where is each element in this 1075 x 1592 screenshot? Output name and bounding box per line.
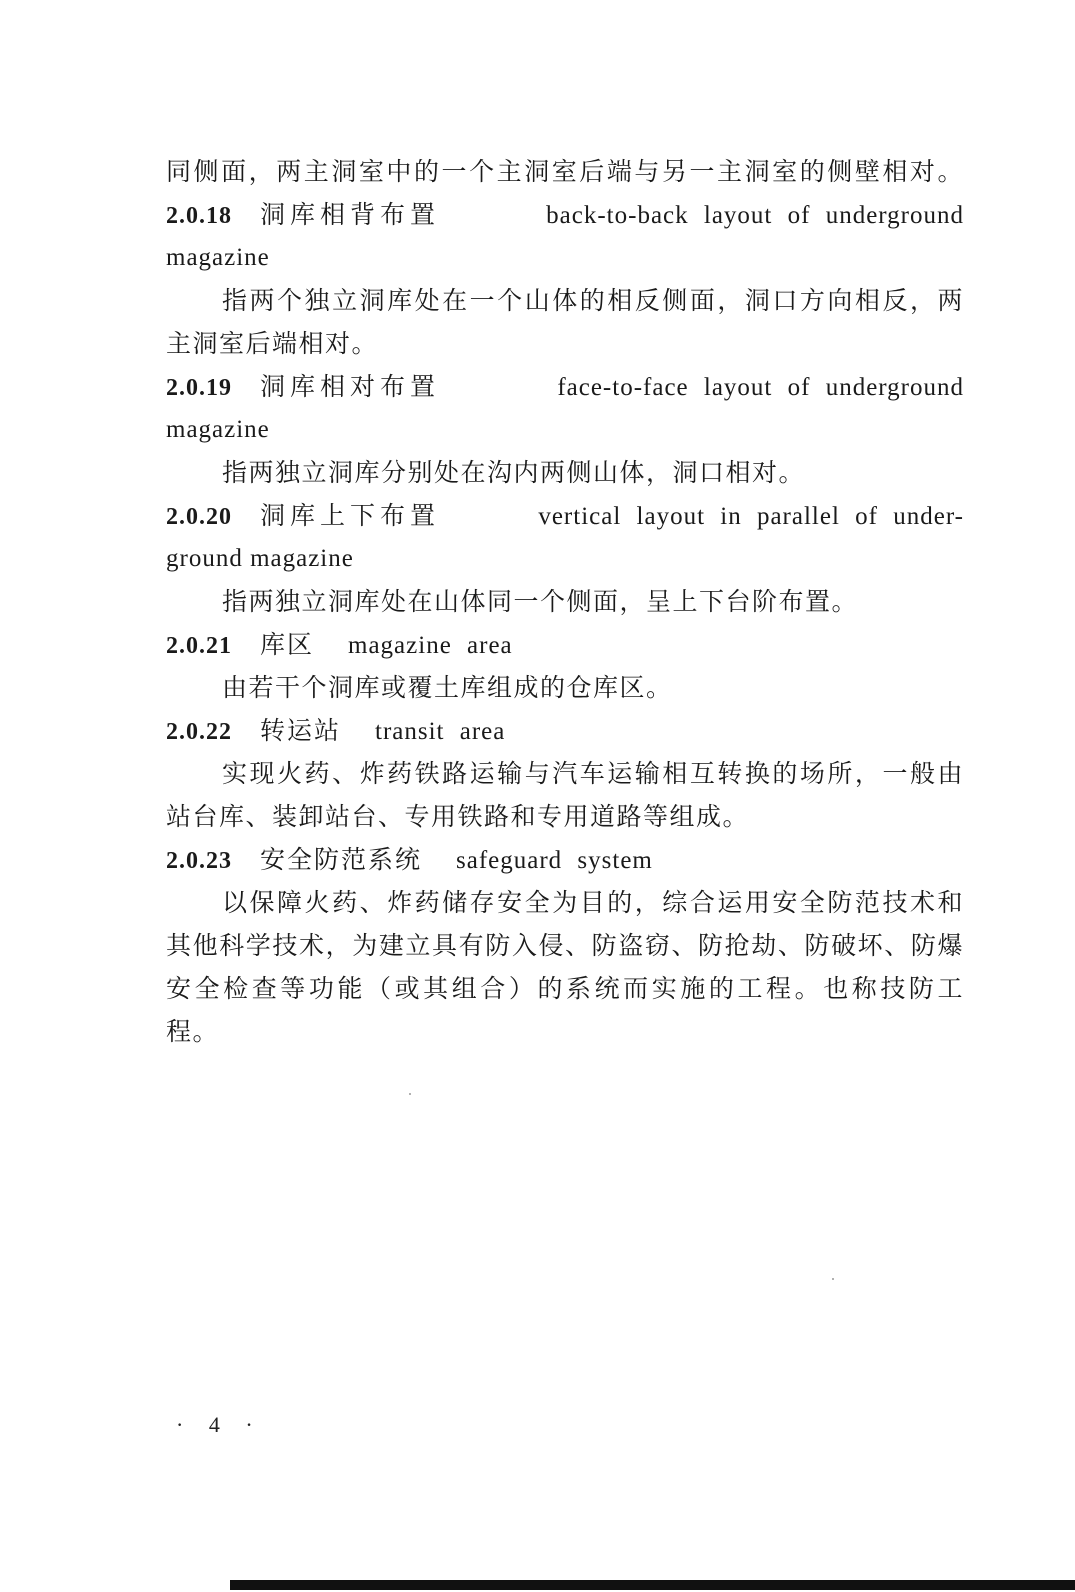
term-chinese: 库区 <box>260 630 315 659</box>
term-heading <box>166 838 964 881</box>
term-heading <box>166 623 964 666</box>
term-chinese: 转运站 <box>260 716 342 745</box>
scan-speck <box>409 1093 411 1095</box>
term-english: vertical layout in parallel of under- <box>538 503 964 530</box>
page-number: · 4 · <box>176 1412 263 1437</box>
definition-text-line: 同侧面，两主洞室中的一个主洞室后端与另一主洞室的侧壁相对。 <box>166 157 964 186</box>
term-heading <box>166 709 964 752</box>
definition-paragraph-start: 以保障火药、炸药储存安全为目的，综合运用安全防范技术和 <box>222 888 964 917</box>
definition-text-line: 主洞室后端相对。 <box>166 329 379 358</box>
term-chinese: 安全防范系统 <box>260 845 423 874</box>
term-heading <box>166 494 964 537</box>
clause-number: 2.0.21 <box>166 633 232 659</box>
definition-text-line: 其他科学技术，为建立具有防入侵、防盗窃、防抢劫、防破坏、防爆 <box>166 931 964 960</box>
clause-number: 2.0.23 <box>166 848 232 874</box>
term-chinese: 洞库上下布置 <box>260 501 441 530</box>
scan-speck <box>832 1278 834 1280</box>
document-body <box>166 150 964 1053</box>
definition-text-line: 安全检查等功能（或其组合）的系统而实施的工程。也称技防工 <box>166 974 964 1003</box>
clause-number: 2.0.18 <box>166 203 232 229</box>
definition-paragraph-start: 指两独立洞库分别处在沟内两侧山体，洞口相对。 <box>222 458 806 487</box>
term-chinese: 洞库相背布置 <box>260 200 441 229</box>
clause-number: 2.0.20 <box>166 504 232 530</box>
term-english: safeguard system <box>456 847 653 874</box>
term-english: magazine area <box>348 632 513 659</box>
term-english-continuation: ground magazine <box>166 545 354 572</box>
term-english: face-to-face layout of underground <box>557 374 964 401</box>
definition-text-line: 程。 <box>166 1017 220 1046</box>
definition-paragraph-start: 实现火药、炸药铁路运输与汽车运输相互转换的场所，一般由 <box>222 759 964 788</box>
definition-text-line: 站台库、装卸站台、专用铁路和专用道路等组成。 <box>166 802 750 831</box>
definition-paragraph-start: 指两个独立洞库处在一个山体的相反侧面，洞口方向相反，两 <box>222 286 964 315</box>
term-heading <box>166 365 964 408</box>
definition-paragraph-start: 由若干个洞库或覆土库组成的仓库区。 <box>222 673 673 702</box>
definition-paragraph-start: 指两独立洞库处在山体同一个侧面，呈上下台阶布置。 <box>222 587 859 616</box>
clause-number: 2.0.22 <box>166 719 232 745</box>
term-english: transit area <box>375 718 506 745</box>
term-heading <box>166 193 964 236</box>
term-english: back-to-back layout of underground <box>546 202 964 229</box>
term-english-continuation: magazine <box>166 416 270 443</box>
bottom-scan-edge <box>230 1580 1075 1590</box>
term-chinese: 洞库相对布置 <box>260 372 441 401</box>
term-english-continuation: magazine <box>166 244 270 271</box>
clause-number: 2.0.19 <box>166 375 232 401</box>
